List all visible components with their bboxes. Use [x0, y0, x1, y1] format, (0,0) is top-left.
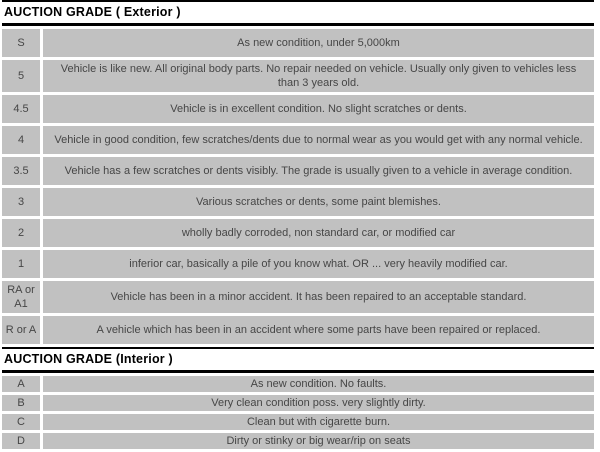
grade-code-cell: 3.5 [2, 157, 40, 185]
grade-code-cell: 2 [2, 219, 40, 247]
grade-description-cell: Very clean condition poss. very slightly dirty. [43, 395, 594, 411]
grade-code-cell: 4 [2, 126, 40, 154]
grade-row [2, 29, 594, 57]
section-header [2, 347, 594, 373]
grade-description-cell: Vehicle has been in a minor accident. It has been repaired to an acceptable standard. [43, 281, 594, 313]
grade-description-cell: Vehicle has a few scratches or dents visibly. The grade is usually given to a vehicle in average condition. [43, 157, 594, 185]
grade-rows [2, 376, 594, 449]
grade-section-interior [2, 347, 594, 449]
grade-row [2, 316, 594, 344]
grade-code-cell: 3 [2, 188, 40, 216]
grade-section-exterior [2, 0, 594, 344]
grade-row [2, 95, 594, 123]
grade-code-cell: D [2, 433, 40, 449]
grade-code-cell: 4.5 [2, 95, 40, 123]
grade-row [2, 60, 594, 92]
grade-row [2, 414, 594, 430]
grade-description-cell: Vehicle in good condition, few scratches/dents due to normal wear as you would get with any normal vehicle. [43, 126, 594, 154]
grade-description-cell: As new condition. No faults. [43, 376, 594, 392]
grade-description-cell: wholly badly corroded, non standard car, or modified car [43, 219, 594, 247]
grade-description-cell: inferior car, basically a pile of you know what. OR ... very heavily modified car. [43, 250, 594, 278]
grade-row [2, 157, 594, 185]
grade-description-cell: As new condition, under 5,000km [43, 29, 594, 57]
grade-description-cell: A vehicle which has been in an accident where some parts have been repaired or replaced. [43, 316, 594, 344]
grade-description-cell: Vehicle is like new. All original body parts. No repair needed on vehicle. Usually only given to vehicles less than 3 years old. [43, 60, 594, 92]
grade-row [2, 281, 594, 313]
grade-description-cell: Various scratches or dents, some paint blemishes. [43, 188, 594, 216]
grade-row [2, 395, 594, 411]
grade-rows [2, 29, 594, 344]
grade-code-cell: B [2, 395, 40, 411]
section-header [2, 0, 594, 26]
grade-description-cell: Dirty or stinky or big wear/rip on seats [43, 433, 594, 449]
grade-code-cell: A [2, 376, 40, 392]
grade-row [2, 376, 594, 392]
grade-row [2, 433, 594, 449]
grade-code-cell: C [2, 414, 40, 430]
grade-sections [2, 0, 594, 449]
grade-description-cell: Vehicle is in excellent condition. No slight scratches or dents. [43, 95, 594, 123]
grade-row [2, 126, 594, 154]
grade-row [2, 219, 594, 247]
grade-row [2, 188, 594, 216]
grade-row [2, 250, 594, 278]
grade-code-cell: R or A [2, 316, 40, 344]
grade-code-cell: RA or A1 [2, 281, 40, 313]
section-title: AUCTION GRADE (Interior ) [4, 352, 173, 366]
grade-code-cell: 1 [2, 250, 40, 278]
grade-description-cell: Clean but with cigarette burn. [43, 414, 594, 430]
grade-code-cell: 5 [2, 60, 40, 92]
section-title: AUCTION GRADE ( Exterior ) [4, 5, 181, 19]
grade-code-cell: S [2, 29, 40, 57]
